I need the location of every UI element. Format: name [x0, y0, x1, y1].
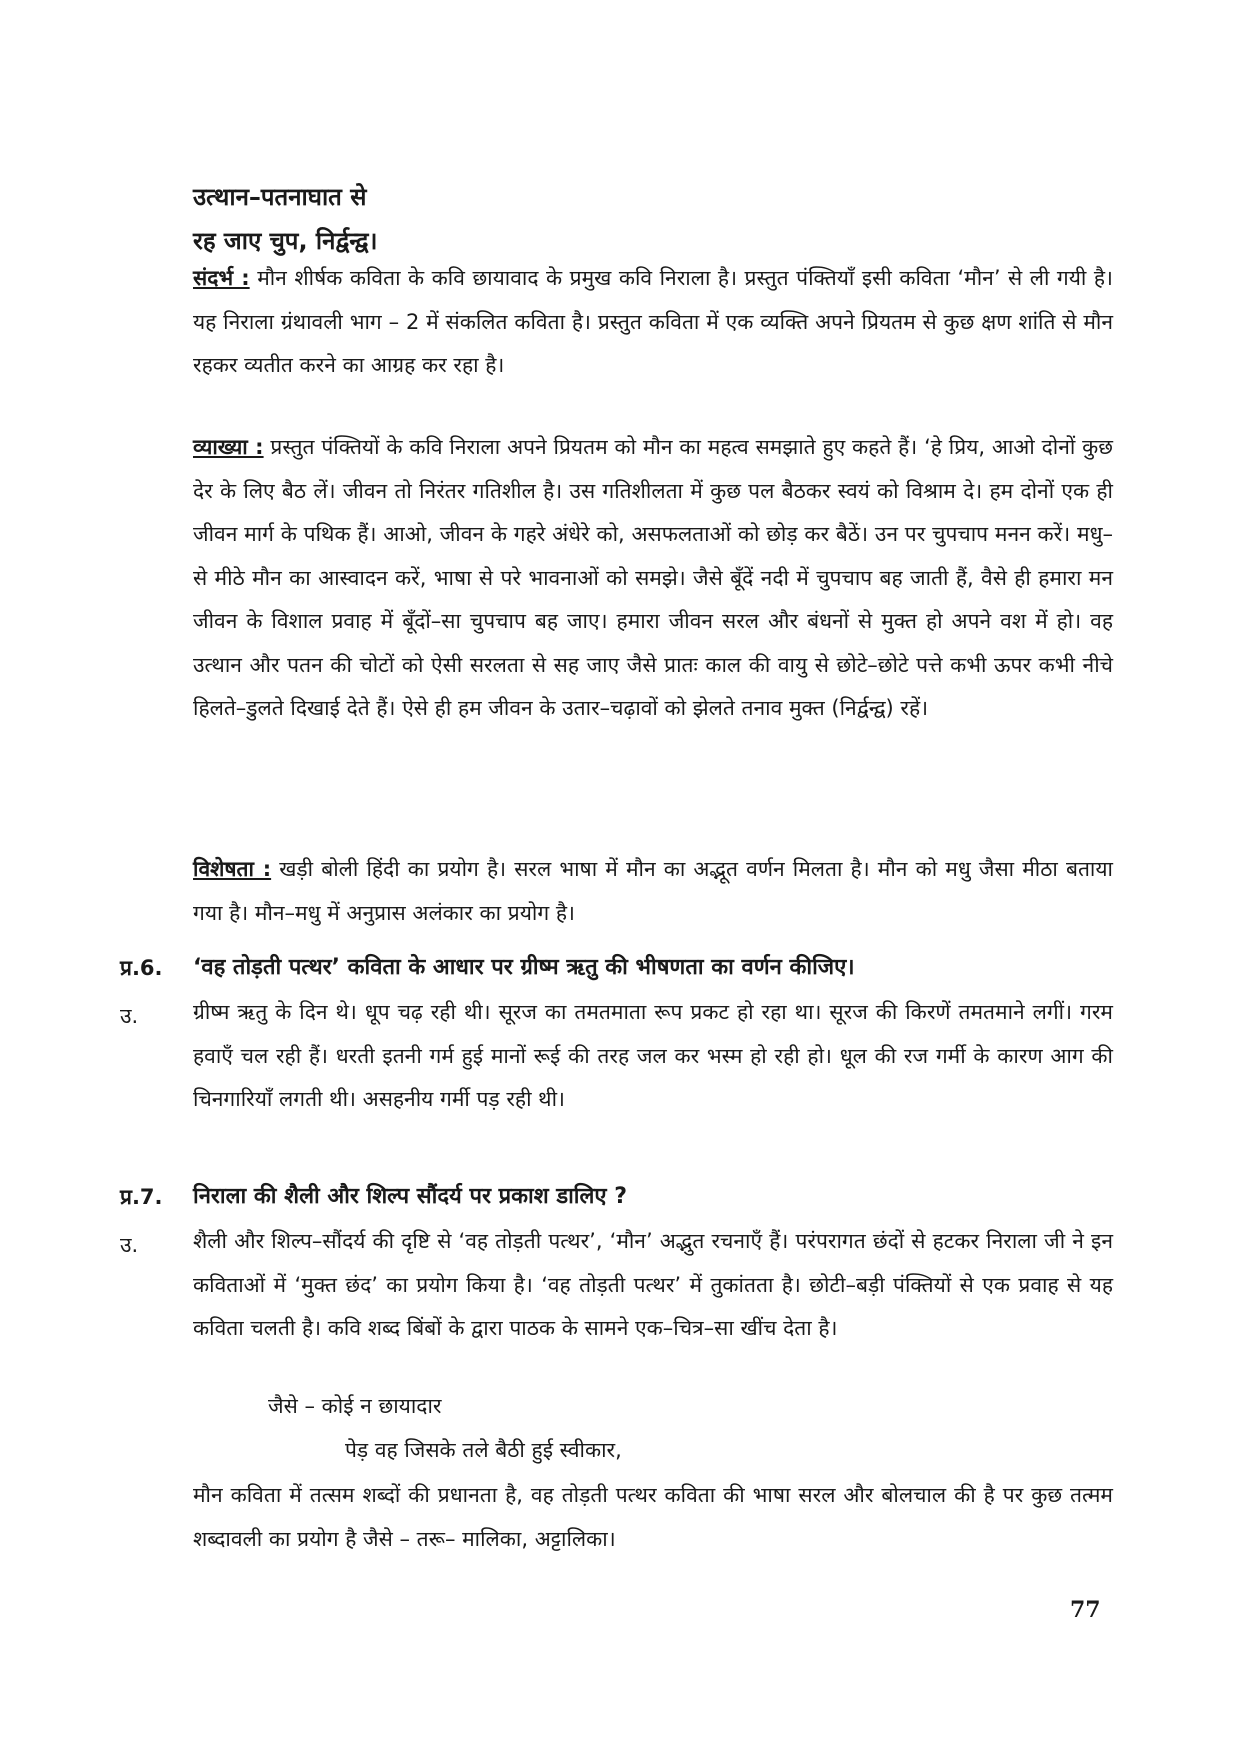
- poem-line-1: उत्थान–पतनाघात से: [193, 183, 367, 211]
- sandarbh-label: संदर्भ :: [193, 266, 250, 290]
- answer-7-label: उ.: [120, 1233, 139, 1257]
- question-7-text: निराला की शैली और शिल्प सौंदर्य पर प्रकाश डालिए ?: [193, 1184, 628, 1209]
- sandarbh-paragraph: [193, 257, 1113, 388]
- question-6-text: ‘वह तोड़ती पत्थर’ कविता के आधार पर ग्रीष्म ऋतु की भीषणता का वर्णन कीजिए।: [193, 955, 855, 980]
- closing-paragraph: मौन कविता में तत्सम शब्दों की प्रधानता है, वह तोड़ती पत्थर कविता की भाषा सरल और बोलचाल की है पर कुछ तत्मम शब्दावली का प्रयोग है जैसे – तरू– मालिका, अट्टालिका।: [193, 1483, 1113, 1551]
- poem-line-2: रह जाए चुप, निर्द्वन्द्व।: [193, 227, 378, 255]
- vyakhya-label: व्याख्या :: [193, 435, 264, 459]
- visheshta-label: विशेषता :: [193, 857, 272, 881]
- vyakhya-text: प्रस्तुत पंक्तियों के कवि निराला अपने प्रियतम को मौन का महत्व समझाते हुए कहते हैं। ‘हे प्रिय, आओ दोनों कुछ देर के लिए बैठ लें। जीवन तो निरंतर गतिशील है। उस गतिशीलता में कुछ पल बैठकर स्वयं को विश्राम दे। हम दोनों एक ही जीवन मार्ग के पथिक हैं। आओ, जीवन के गहरे अंधेरे को, असफलताओं को छोड़ कर बैठें। उन पर चुपचाप मनन करें। मधु–से मीठे मौन का आस्वादन करें, भाषा से परे भावनाओं को समझे। जैसे बूँदें नदी में चुपचाप बह जाती हैं, वैसे ही हमारा मन जीवन के विशाल प्रवाह में बूँदों–सा चुपचाप बह जाए। हमारा जीवन सरल और बंधनों से मुक्त हो अपने वश में हो। वह उत्थान और पतन की चोटों को ऐसी सरलता से सह जाए जैसे प्रातः काल की वायु से छोटे–छोटे पत्ते कभी ऊपर कभी नीचे हिलते–डुलते दिखाई देते हैं। ऐसे ही हम जीवन के उतार–चढ़ावों को झेलते तनाव मुक्त (निर्द्वन्द्व) रहें।: [193, 435, 1113, 720]
- visheshta-paragraph: [193, 848, 1113, 935]
- question-7-number: प्र.7.: [120, 1185, 163, 1209]
- answer-6-label: उ.: [120, 1004, 139, 1028]
- answer-6-text: ग्रीष्म ऋतु के दिन थे। धूप चढ़ रही थी। सूरज का तमतमाता रूप प्रकट हो रहा था। सूरज की किरणें तमतमाने लगीं। गरम हवाएँ चल रही हैं। धरती इतनी गर्म हुई मानों रूई की तरह जल कर भस्म हो रही हो। धूल की रज गर्मी के कारण आग की चिनगारियाँ लगती थी। असहनीय गर्मी पड़ रही थी।: [193, 1000, 1113, 1111]
- question-6-number: प्र.6.: [120, 956, 163, 980]
- page-number: 77: [1070, 1597, 1101, 1623]
- example-line-1: जैसे – कोई न छायादार: [268, 1394, 442, 1418]
- answer-7-text: शैली और शिल्प–सौंदर्य की दृष्टि से ‘वह तोड़ती पत्थर’, ‘मौन’ अद्भुत रचनाएँ हैं। परंपरागत छंदों से हटकर निराला जी ने इन कविताओं में ‘मुक्त छंद’ का प्रयोग किया है। ‘वह तोड़ती पत्थर’ में तुकांतता है। छोटी–बड़ी पंक्तियों से एक प्रवाह से यह कविता चलती है। कवि शब्द बिंबों के द्वारा पाठक के सामने एक–चित्र–सा खींच देता है।: [193, 1229, 1113, 1340]
- visheshta-text: खड़ी बोली हिंदी का प्रयोग है। सरल भाषा में मौन का अद्भूत वर्णन मिलता है। मौन को मधु जैसा मीठा बताया गया है। मौन–मधु में अनुप्रास अलंकार का प्रयोग है।: [193, 857, 1113, 925]
- example-line-2: पेड़ वह जिसके तले बैठी हुई स्वीकार,: [345, 1438, 622, 1462]
- vyakhya-paragraph: [193, 426, 1113, 731]
- sandarbh-text: मौन शीर्षक कविता के कवि छायावाद के प्रमुख कवि निराला है। प्रस्तुत पंक्तियाँ इसी कविता ‘मौन’ से ली गयी है। यह निराला ग्रंथावली भाग – 2 में संकलित कविता है। प्रस्तुत कविता में एक व्यक्ति अपने प्रियतम से कुछ क्षण शांति से मौन रहकर व्यतीत करने का आग्रह कर रहा है।: [193, 266, 1114, 377]
